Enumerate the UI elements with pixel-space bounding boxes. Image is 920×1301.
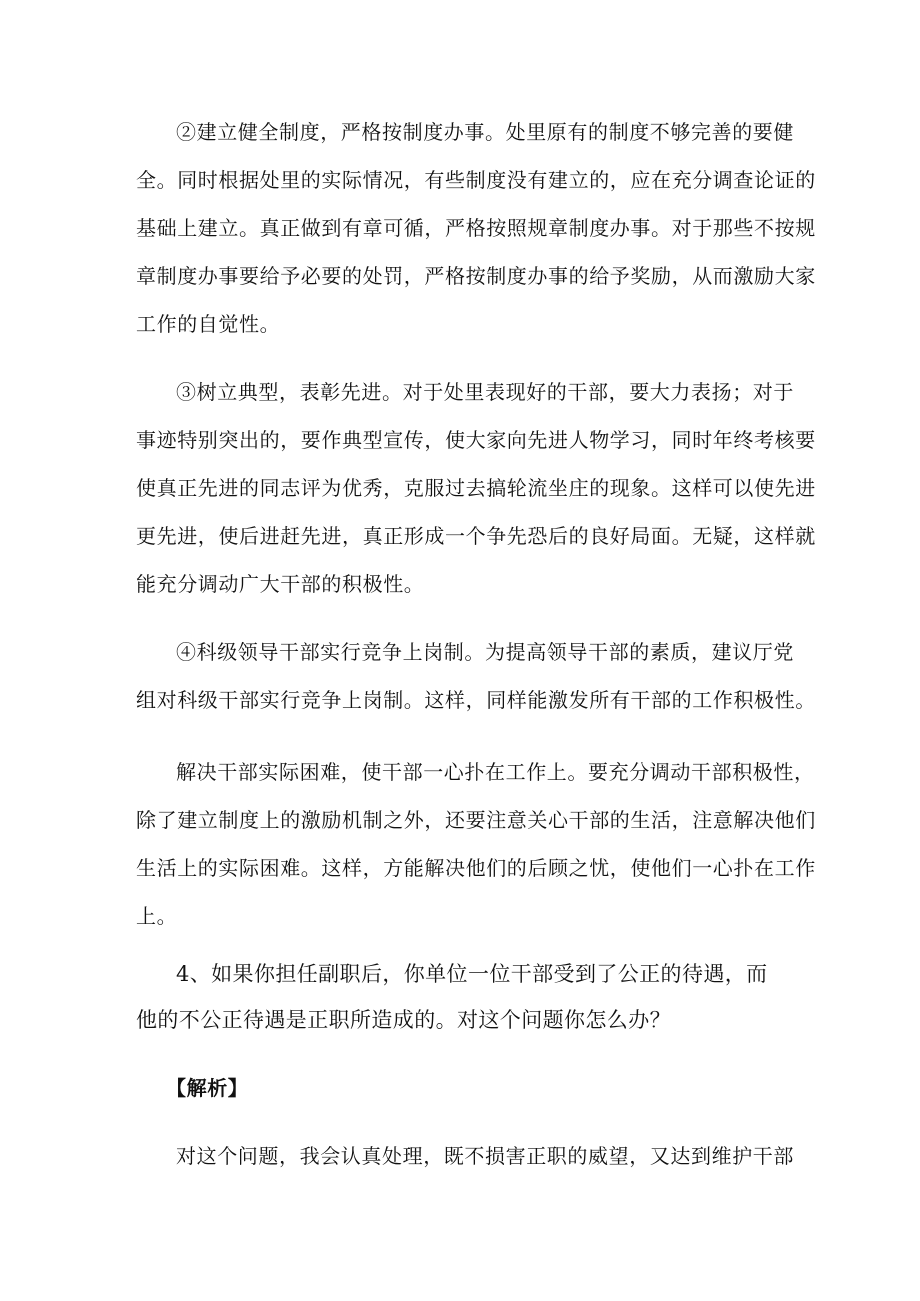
paragraph-item-3-line: 事迹特别突出的，要作典型宣传，使大家向先进人物学习，同时年终考核要 bbox=[136, 428, 816, 452]
question-line: 他的不公正待遇是正职所造成的。对这个问题你怎么办？ bbox=[136, 1008, 671, 1032]
paragraph-item-3-line: 能充分调动广大干部的积极性。 bbox=[136, 572, 425, 596]
answer-line: 对这个问题，我会认真处理，既不损害正职的威望，又达到维护干部 bbox=[176, 1144, 794, 1168]
paragraph-item-3-line: ③树立典型，表彰先进。对于处里表现好的干部，要大力表扬；对于 bbox=[176, 380, 794, 404]
paragraph-difficulties-line: 解决干部实际困难，使干部一心扑在工作上。要充分调动干部积极性， bbox=[176, 760, 815, 784]
paragraph-item-2-line: 章制度办事要给予必要的处罚，严格按制度办事的给予奖励，从而激励大家 bbox=[136, 264, 816, 288]
paragraph-item-2-line: 工作的自觉性。 bbox=[136, 312, 281, 336]
paragraph-item-3-line: 更先进，使后进赶先进，真正形成一个争先恐后的良好局面。无疑，这样就 bbox=[136, 524, 816, 548]
paragraph-item-2-line: ②建立健全制度，严格按制度办事。处里原有的制度不够完善的要健 bbox=[176, 120, 794, 144]
paragraph-difficulties-line: 上。 bbox=[136, 904, 178, 928]
paragraph-item-2-line: 基础上建立。真正做到有章可循，严格按照规章制度办事。对于那些不按规 bbox=[136, 216, 816, 240]
question-line: 4、如果你担任副职后，你单位一位干部受到了公正的待遇，而 bbox=[176, 962, 768, 986]
paragraph-item-2-line: 全。同时根据处里的实际情况，有些制度没有建立的，应在充分调查论证的 bbox=[136, 168, 816, 192]
analysis-heading: 【解析】 bbox=[166, 1076, 249, 1100]
paragraph-item-4-line: 组对科级干部实行竞争上岗制。这样，同样能激发所有干部的工作积极性。 bbox=[136, 688, 816, 712]
paragraph-item-4-line: ④科级领导干部实行竞争上岗制。为提高领导干部的素质，建议厅党 bbox=[176, 640, 794, 664]
paragraph-item-3-line: 使真正先进的同志评为优秀，克服过去搞轮流坐庄的现象。这样可以使先进 bbox=[136, 476, 816, 500]
paragraph-difficulties-line: 除了建立制度上的激励机制之外，还要注意关心干部的生活，注意解决他们 bbox=[136, 808, 816, 832]
paragraph-difficulties-line: 生活上的实际困难。这样，方能解决他们的后顾之忧，使他们一心扑在工作 bbox=[136, 856, 816, 880]
